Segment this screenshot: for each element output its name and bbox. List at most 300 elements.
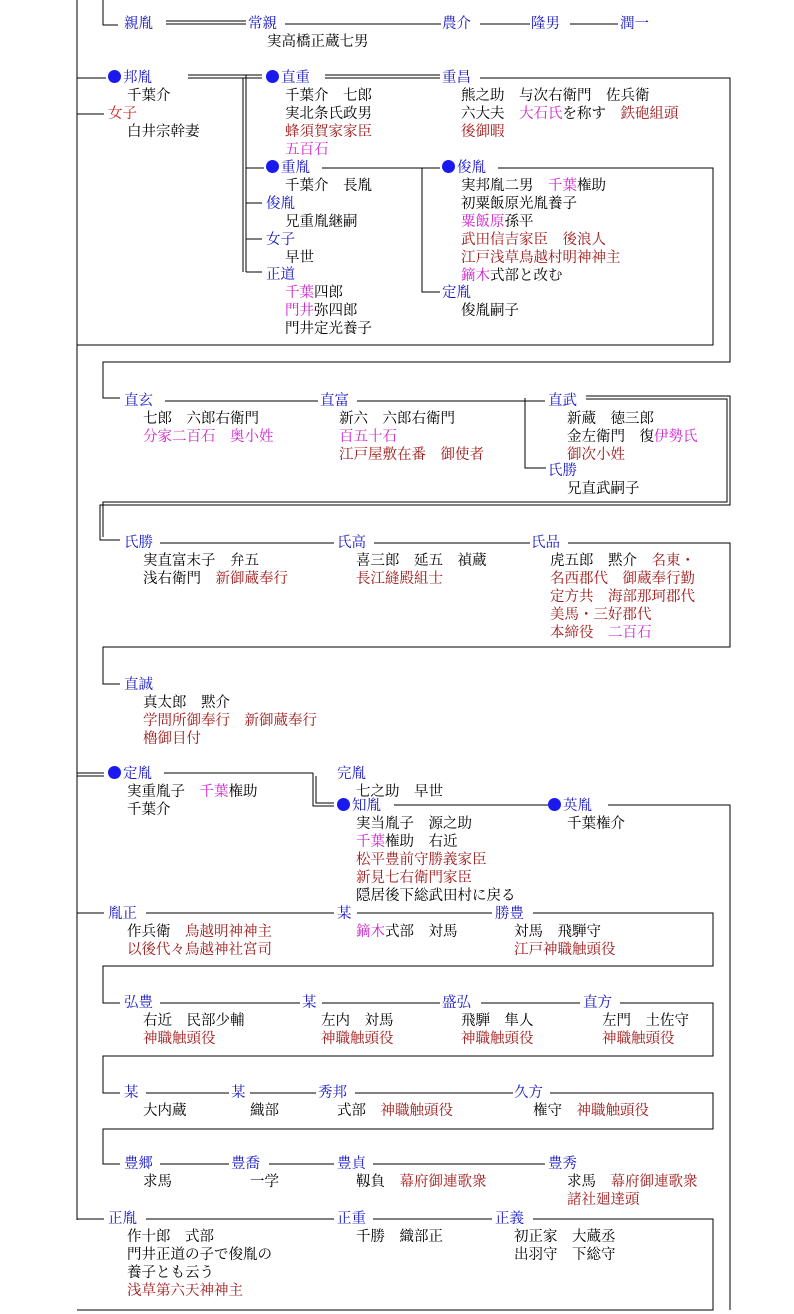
detail-text: 神職触頭役 [321,1031,394,1047]
detail-text: 熊之助 与次右衛門 佐兵衛 [461,88,650,104]
person-detail-line [548,410,698,428]
detail-text: 浅右衛門 [143,571,216,587]
person-name-text: 胤正 [108,906,137,922]
detail-text: 門井正道の子で俊胤の [127,1247,272,1263]
person-detail-line [266,87,372,105]
detail-text: 作兵衛 [127,924,185,940]
detail-text: 織部 [250,1103,279,1119]
detail-text: 名東・ [651,553,695,569]
person-detail-line [548,815,625,833]
detail-text: 金左衛門 復 [567,429,654,445]
person-detail-line [442,231,621,249]
person-detail-line [531,552,695,570]
person-detail-line [124,712,317,730]
detail-text: 御次小姓 [567,447,625,463]
detail-text: 千勝 織部正 [356,1229,443,1245]
person-bo4 [231,1084,279,1120]
person-name [442,284,519,302]
detail-text: 俊胤嗣子 [461,303,519,319]
person-detail-line [337,1228,443,1246]
detail-text: 定方共 海部那珂郡代 [550,589,695,605]
person-name-text: 邦胤 [123,70,152,86]
detail-text: 神職触頭役 [143,1031,216,1047]
person-detail-line [248,33,369,51]
detail-text: 式部 [337,1103,381,1119]
person-marker-icon [266,160,279,173]
detail-text: 門井定光養子 [285,321,372,337]
detail-text: 新御蔵奉行 [215,571,288,587]
person-name-text: 俊胤 [266,196,295,212]
person-name-text: 正胤 [108,1211,137,1227]
person-name [495,1210,616,1228]
detail-text: 幕府御連歌衆 [399,1174,487,1190]
detail-text: 弥四郎 [314,303,358,319]
detail-text: 千葉介 [127,88,171,104]
person-masayoshi [495,1210,616,1264]
person-detail-line [531,606,695,624]
person-name-text: 某 [302,995,317,1011]
person-name-text: 正重 [337,1211,366,1227]
person-hidetane [548,797,625,833]
person-ujitaka [337,534,487,588]
person-name [318,1084,453,1102]
detail-text: 式部と改む [490,268,563,284]
detail-text: 養子とも云う [127,1265,214,1281]
person-name-text: 久方 [514,1085,543,1101]
person-name-text: 秀邦 [318,1085,347,1101]
person-name-text: 完胤 [337,766,366,782]
detail-text: 求馬 [567,1174,611,1190]
detail-text: 千葉 [356,834,385,850]
detail-text: 蜂須賀家家臣 [285,124,372,140]
person-name-text: 氏勝 [124,535,153,551]
person-detail-line [124,410,274,428]
person-name [337,797,516,815]
detail-text: 兄重胤継嗣 [285,214,358,230]
detail-text: 門井 [285,303,314,319]
detail-text: 鏑木 [356,924,385,940]
person-name [248,15,369,33]
person-name [231,1155,279,1173]
person-name [108,1210,272,1228]
detail-text: 初粟飯原光胤養子 [461,196,577,212]
person-detail-line [231,1173,279,1191]
connector [525,398,546,468]
person-joshi2 [266,231,314,267]
detail-text: 神職触頭役 [461,1031,534,1047]
person-name-text: 女子 [108,106,137,122]
detail-text: 出羽守 下総守 [514,1247,616,1263]
person-detail-line [124,694,317,712]
person-name-text: 潤一 [620,16,649,32]
detail-text: 新見七右衛門家臣 [356,870,472,886]
detail-text: 五百石 [285,142,329,158]
detail-text: 百五十石 [339,429,397,445]
person-detail-line [302,1030,394,1048]
detail-text: 権助 [577,178,606,194]
person-detail-line [337,869,516,887]
person-detail-line [266,123,372,141]
person-name [108,69,171,87]
person-detail-line [442,302,519,320]
person-detail-line [320,446,484,464]
person-name [583,994,689,1012]
person-shigemasa [442,69,679,141]
person-name [266,69,372,87]
detail-text: 対馬 飛騨守 [514,924,601,940]
person-name [337,1155,487,1173]
person-name [266,266,372,284]
person-toshitane-a [266,195,358,231]
person-detail-line [442,177,621,195]
detail-text: 兄直武嗣子 [567,481,640,497]
person-detail-line [231,1102,279,1120]
detail-text: 右近 民部少輔 [143,1013,245,1029]
person-naotake [548,392,698,464]
person-name [266,195,358,213]
person-name [108,105,200,123]
person-name-text: 定胤 [123,766,152,782]
person-name-text: 正義 [495,1211,524,1227]
detail-text: 後御暇 [461,124,505,140]
detail-text: 新六 六郎右衛門 [339,411,455,427]
detail-text: を称す [562,106,621,122]
person-ujikatsu [124,534,288,588]
detail-text: 江戸屋敷在番 御使者 [339,447,484,463]
detail-text: 伊勢氏 [654,429,698,445]
connector [422,168,440,292]
detail-text: 喜三郎 延五 禎蔵 [356,553,487,569]
person-name-text: 直富 [320,393,349,409]
person-detail-line [320,410,484,428]
person-detail-line [495,941,616,959]
person-detail-line [266,302,372,320]
detail-text: 一学 [250,1174,279,1190]
person-detail-line [442,123,679,141]
person-ujishina [531,534,695,642]
person-name-text: 重胤 [281,160,310,176]
person-detail-line [337,570,487,588]
person-detail-line [337,923,458,941]
person-name-text: 女子 [266,232,295,248]
person-name-text: 豊郷 [124,1156,153,1172]
person-tanemasa [108,905,272,959]
person-detail-line [442,105,679,123]
connector [188,75,262,78]
person-detail-line [442,1012,534,1030]
person-detail-line [124,1030,245,1048]
person-detail-line [108,1282,272,1300]
person-detail-line [108,1246,272,1264]
person-name-text: 某 [231,1085,246,1101]
person-name [124,1155,172,1173]
person-name-text: 重昌 [442,70,471,86]
person-detail-line [442,87,679,105]
person-name [548,1155,698,1173]
person-name-text: 氏高 [337,535,366,551]
person-name [124,15,153,33]
person-detail-line [548,1191,698,1209]
person-marker-icon [442,160,455,173]
connector [313,773,334,806]
detail-text: 名西郡代 御蔵奉行勤 [550,571,695,587]
person-name-text: 弘豊 [124,995,153,1011]
person-detail-line [548,1173,698,1191]
person-chikatane [124,15,153,33]
person-name-text: 英胤 [563,798,592,814]
person-marker-icon [548,798,561,811]
detail-text: 二百石 [608,625,652,641]
detail-text: 七之助 早世 [356,784,443,800]
person-detail-line [442,267,621,285]
person-hidekuni [318,1084,453,1120]
person-sadatane2 [337,765,443,801]
detail-text: 早世 [285,250,314,266]
person-masatane [108,1210,272,1300]
person-name [124,994,245,1012]
person-name-text: 農介 [442,16,471,32]
person-name [620,15,649,33]
person-detail-line [531,570,695,588]
person-name-text: 氏品 [531,535,560,551]
detail-text: 飛騨 隼人 [461,1013,534,1029]
connector [608,805,730,1310]
person-name [531,534,695,552]
person-name [124,1084,187,1102]
person-detail-line [495,1228,616,1246]
person-detail-line [108,923,272,941]
connector [166,21,246,24]
person-sadatane [108,765,258,819]
detail-text: 千葉介 [127,802,171,818]
person-name-text: 盛弘 [442,995,471,1011]
detail-text: 隠居後下総武田村に戻る [356,888,516,904]
detail-text: 初正家 大蔵丞 [514,1229,616,1245]
connector [103,0,118,25]
person-name [302,994,394,1012]
person-toshitane [442,159,621,285]
person-name [495,905,616,923]
person-name [124,534,288,552]
person-detail-line [548,480,640,498]
detail-text: 美馬・三好郡代 [550,607,652,623]
person-name-text: 直誠 [124,677,153,693]
detail-text: 実直富末子 弁五 [143,553,259,569]
detail-text: 櫓御目付 [143,731,201,747]
person-detail-line [337,851,516,869]
person-naonobu [124,676,317,748]
person-detail-line [583,1012,689,1030]
person-name [108,905,272,923]
detail-text: 諸社廻達頭 [567,1192,640,1208]
person-detail-line [495,923,616,941]
person-detail-line [318,1102,453,1120]
person-kunitane [108,69,171,105]
person-detail-line [124,1173,172,1191]
detail-text: 本締役 [550,625,608,641]
detail-text: 孫平 [504,214,534,230]
person-name [531,15,560,33]
person-detail-line [531,588,695,606]
person-name-text: 某 [337,906,352,922]
person-detail-line [266,141,372,159]
detail-text: 江戸浅草鳥越村明神神主 [461,250,621,266]
person-marker-icon [108,766,121,779]
person-detail-line [337,1173,487,1191]
person-toyohide [548,1155,698,1209]
person-tomotane [337,797,516,905]
person-name [548,797,625,815]
person-name [337,905,458,923]
person-detail-line [124,730,317,748]
person-name [442,994,534,1012]
detail-text: 式部 対馬 [385,924,458,940]
person-joshi1 [108,105,200,141]
person-name [442,15,471,33]
detail-text: 鳥越明神神主 [185,924,272,940]
person-name [514,1084,649,1102]
person-detail-line [108,87,171,105]
person-bo2 [302,994,394,1048]
person-naokata [583,994,689,1048]
person-name [548,462,640,480]
person-detail-line [124,552,288,570]
person-detail-line [266,284,372,302]
person-sadatane-a [442,284,519,320]
person-name [337,765,443,783]
person-morihiro [442,994,534,1048]
detail-text: 七郎 六郎右衛門 [143,411,259,427]
detail-text: 六大夫 [461,106,519,122]
detail-text: 虎五郎 黙介 [550,553,652,569]
detail-text: 千葉介 長胤 [285,178,372,194]
person-toyosada [337,1155,487,1191]
person-detail-line [266,249,314,267]
person-detail-line [108,941,272,959]
person-detail-line [514,1102,649,1120]
detail-text: 武田信吉家臣 後浪人 [461,232,606,248]
detail-text: 松平豊前守勝義家臣 [356,852,487,868]
person-detail-line [108,801,258,819]
detail-text: 白井宗幹妻 [127,124,200,140]
person-marker-icon [337,798,350,811]
person-name-text: 俊胤 [457,160,486,176]
detail-text: 粟飯原 [461,214,505,230]
person-detail-line [442,249,621,267]
person-masamichi [266,266,372,338]
detail-text: 実当胤子 源之助 [356,816,472,832]
person-detail-line [108,1264,272,1282]
person-junichi [620,15,649,33]
person-detail-line [442,213,621,231]
detail-text: 千葉 [199,784,229,800]
person-detail-line [337,552,487,570]
detail-text: 実北条氏政男 [285,106,372,122]
person-bo3 [124,1084,187,1120]
person-detail-line [108,783,258,801]
person-name-text: 常親 [248,16,277,32]
detail-text: 左門 土佐守 [602,1013,689,1029]
person-name-text: 正道 [266,267,295,283]
detail-text: 四郎 [314,285,343,301]
person-naoshige [266,69,372,159]
detail-text: 実邦胤二男 [461,178,548,194]
person-detail-line [108,1228,272,1246]
detail-text: 千葉 [548,178,577,194]
detail-text: 新蔵 徳三郎 [567,411,654,427]
person-name-text: 直重 [281,70,310,86]
person-detail-line [266,105,372,123]
person-detail-line [266,177,372,195]
person-hirotoyo [124,994,245,1048]
person-name [231,1084,279,1102]
detail-text: 千葉権介 [567,816,625,832]
person-detail-line [495,1246,616,1264]
detail-text: 長江縫殿組士 [356,571,443,587]
detail-text: 権助 右近 [385,834,458,850]
person-detail-line [337,887,516,905]
detail-text: 鏑木 [461,268,490,284]
detail-text: 権助 [228,784,258,800]
detail-text: 作十郎 式部 [127,1229,214,1245]
person-detail-line [124,1102,187,1120]
person-name-text: 氏勝 [548,463,577,479]
detail-text: 求馬 [143,1174,172,1190]
detail-text: 大石氏 [519,106,563,122]
person-name [548,392,698,410]
person-name-text: 勝豊 [495,906,524,922]
person-detail-line [320,428,484,446]
person-nosuke [442,15,471,33]
person-name [266,231,314,249]
person-name [320,392,484,410]
person-marker-icon [108,70,121,83]
person-masashige [337,1210,443,1246]
detail-text: 大内蔵 [143,1103,187,1119]
person-name-text: 豊貞 [337,1156,366,1172]
person-name-text: 直武 [548,393,577,409]
person-marker-icon [266,70,279,83]
detail-text: 真太郎 黙介 [143,695,230,711]
person-toyosato [124,1155,172,1191]
person-name [337,1210,443,1228]
detail-text: 実重胤子 [127,784,200,800]
detail-text: 学問所御奉行 新御蔵奉行 [143,713,317,729]
detail-text: 以後代々鳥越神社宮司 [127,942,272,958]
detail-text: 鉄砲組頭 [620,106,679,122]
person-name-text: 親胤 [124,16,153,32]
person-detail-line [124,570,288,588]
person-name-text: 直玄 [124,393,153,409]
detail-text: 実高橋正蔵七男 [267,34,369,50]
person-shigetane [266,159,372,195]
person-naoharu [124,392,274,446]
person-tsunechika [248,15,369,51]
detail-text: 江戸神職触頭役 [514,942,616,958]
person-detail-line [583,1030,689,1048]
detail-text: 浅草第六天神神主 [127,1283,243,1299]
person-detail-line [442,195,621,213]
person-detail-line [302,1012,394,1030]
person-detail-line [531,624,695,642]
detail-text: 分家二百石 奥小姓 [143,429,274,445]
person-detail-line [337,815,516,833]
detail-text: 神職触頭役 [602,1031,675,1047]
detail-text: 神職触頭役 [380,1103,453,1119]
person-name [442,69,679,87]
detail-text: 権守 [533,1103,577,1119]
detail-text: 幕府御連歌衆 [610,1174,698,1190]
